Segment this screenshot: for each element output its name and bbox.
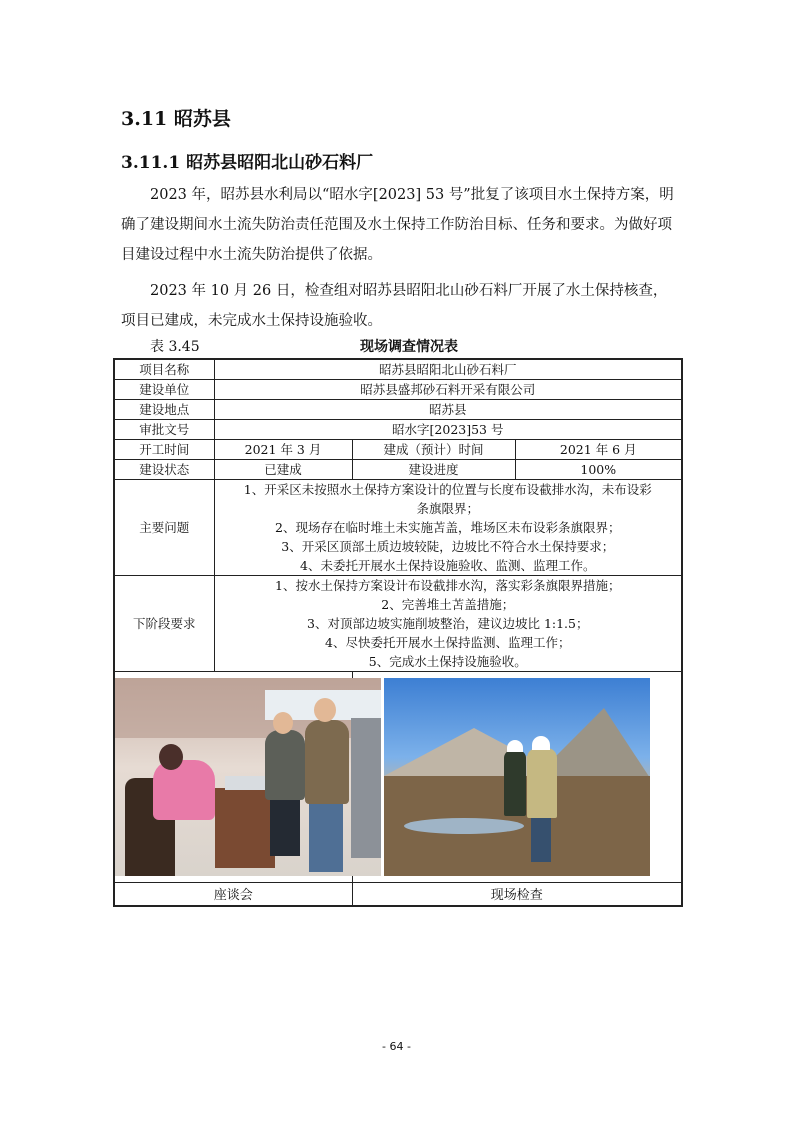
requirement-line: 4、尽快委托开展水土保持监测、监理工作； [325, 634, 571, 650]
approval-label: 审批文号 [114, 419, 214, 439]
photo-caption-meeting: 座谈会 [114, 882, 352, 906]
issue-line: 3、开采区顶部土质边坡较陡，边坡比不符合水土保持要求； [281, 538, 615, 554]
progress-label: 建设进度 [352, 459, 515, 479]
status-label: 建设状态 [114, 459, 214, 479]
table-row [114, 459, 682, 479]
table-row [114, 575, 682, 671]
table-row [114, 359, 682, 379]
issues-list [214, 479, 682, 575]
requirement-line: 1、按水土保持方案设计布设截排水沟，落实彩条旗限界措施； [275, 577, 621, 593]
location-value: 昭苏县 [214, 399, 682, 419]
finish-label: 建成（预计）时间 [352, 439, 515, 459]
page-number: - 64 - [382, 1040, 411, 1053]
location-label: 建设地点 [114, 399, 214, 419]
paragraph-1 [121, 180, 677, 270]
survey-table [113, 358, 683, 907]
table-number: 表 3.45 [150, 339, 200, 355]
table-title: 现场调查情况表 [360, 339, 458, 355]
table-row [114, 439, 682, 459]
photo-caption-row [114, 882, 682, 906]
issue-line: 1、开采区未按照水土保持方案设计的位置与长度布设截排水沟，未布设彩 [243, 481, 652, 497]
unit-value: 昭苏县盛邦砂石料开采有限公司 [214, 379, 682, 399]
photo-row [114, 671, 682, 882]
requirements-label: 下阶段要求 [114, 575, 214, 671]
paragraph-2-text: 2023 年 10 月 26 日，检查组对昭苏县昭阳北山砂石料厂开展了水土保持核查，项目已建成，未完成水土保持设施验收。 [121, 283, 668, 329]
approval-value: 昭水字[2023]53 号 [214, 419, 682, 439]
issue-line: 2、现场存在临时堆土未实施苫盖，堆场区未布设彩条旗限界； [275, 519, 621, 535]
status-value: 已建成 [214, 459, 352, 479]
site-inspection-photo [384, 678, 650, 876]
finish-value: 2021 年 6 月 [515, 439, 682, 459]
meeting-photo [115, 678, 381, 876]
issue-line: 4、未委托开展水土保持设施验收、监测、监理工作。 [300, 557, 596, 573]
requirements-list [214, 575, 682, 671]
table-row [114, 379, 682, 399]
photo-caption-site: 现场检查 [352, 882, 682, 906]
section-heading: 3.11 昭苏县 [121, 108, 231, 130]
photo-cell-meeting [114, 671, 352, 882]
issues-label: 主要问题 [114, 479, 214, 575]
paragraph-1-text: 2023 年，昭苏县水利局以“昭水字[2023] 53 号”批复了该项目水土保持方案，明确了建设期间水土流失防治责任范围及水土保持工作防治目标、任务和要求。为做好项目建设过程中水土流失防治提供了依据。 [121, 187, 674, 263]
photo-cell-site [352, 671, 682, 882]
start-label: 开工时间 [114, 439, 214, 459]
table-row [114, 479, 682, 575]
table-row [114, 399, 682, 419]
requirement-line: 3、对顶部边坡实施削坡整治，建议边坡比 1:1.5； [307, 615, 589, 631]
requirement-line: 2、完善堆土苫盖措施； [381, 596, 515, 612]
start-value: 2021 年 3 月 [214, 439, 352, 459]
progress-value: 100% [515, 459, 682, 479]
requirement-line: 5、完成水土保持设施验收。 [368, 653, 527, 669]
subsection-heading: 3.11.1 昭苏县昭阳北山砂石料厂 [121, 153, 374, 173]
unit-label: 建设单位 [114, 379, 214, 399]
paragraph-2 [121, 276, 677, 336]
project-name-value: 昭苏县昭阳北山砂石料厂 [214, 359, 682, 379]
project-name-label: 项目名称 [114, 359, 214, 379]
issue-line: 条旗限界； [416, 500, 480, 516]
table-row [114, 419, 682, 439]
